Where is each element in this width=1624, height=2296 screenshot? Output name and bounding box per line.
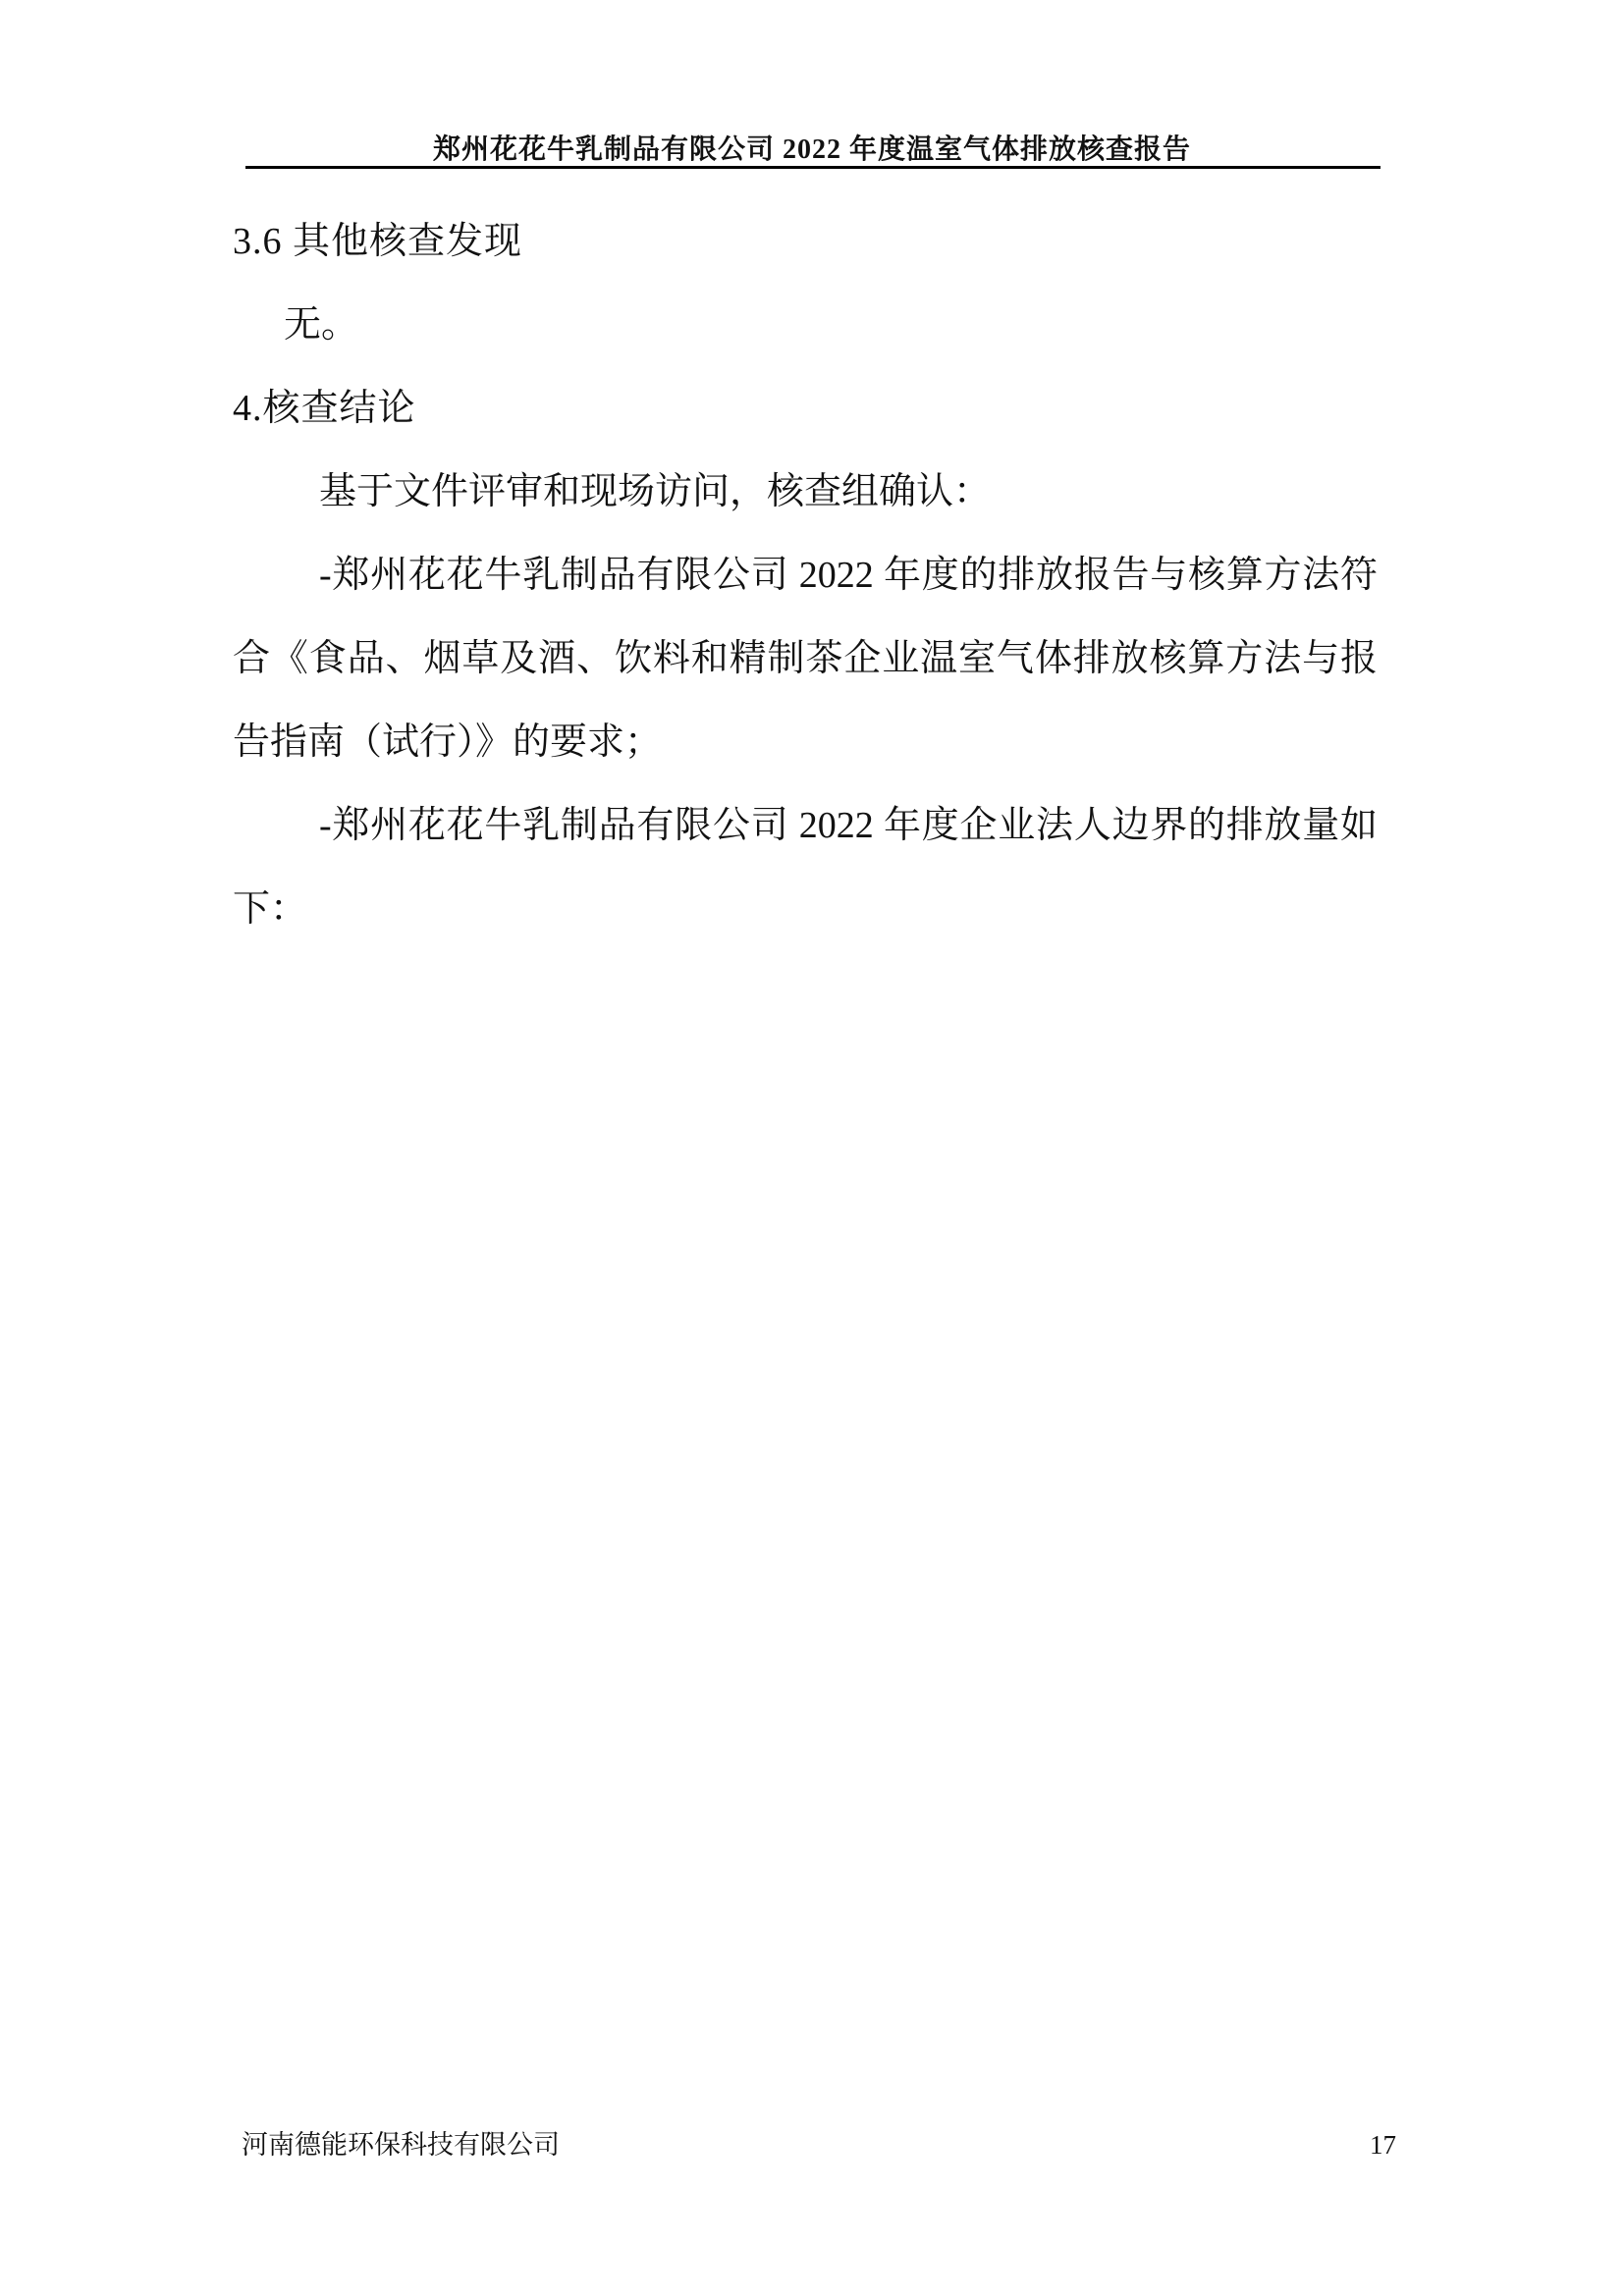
section-3-6-heading: 3.6 其他核查发现 (233, 221, 523, 262)
footer-company-name: 河南德能环保科技有限公司 (242, 2130, 560, 2160)
finding-1-line-1: -郑州花花牛乳制品有限公司 2022 年度的排放报告与核算方法符 (319, 555, 1378, 596)
section-4-intro: 基于文件评审和现场访问，核查组确认： (319, 471, 992, 512)
finding-2-line-2: 下： (233, 888, 308, 930)
finding-2-line-1: -郑州花花牛乳制品有限公司 2022 年度企业法人边界的排放量如 (319, 805, 1378, 846)
finding-1-line-3: 告指南（试行）》的要求； (233, 721, 663, 763)
finding-1-line-2: 合《食品、烟草及酒、饮料和精制茶企业温室气体排放核算方法与报 (233, 638, 1378, 679)
page-header-title: 郑州花花牛乳制品有限公司 2022 年度温室气体排放核查报告 (432, 134, 1191, 165)
section-4-heading: 4.核查结论 (233, 388, 416, 429)
section-3-6-body: 无。 (284, 304, 359, 346)
footer-page-number: 17 (1370, 2130, 1396, 2160)
header-rule (245, 166, 1380, 169)
page-body (233, 200, 1378, 951)
page-footer (242, 2123, 1396, 2162)
